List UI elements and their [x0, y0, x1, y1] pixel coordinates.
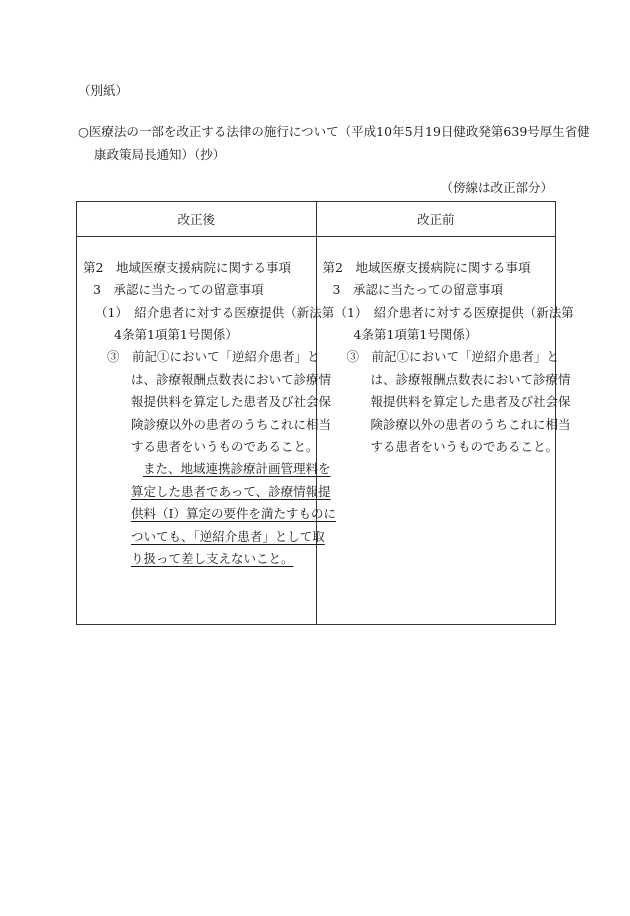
item-heading-line1: （1） 紹介患者に対する医療提供（新法第	[95, 305, 335, 320]
section-heading: 第2 地域医療支援病院に関する事項	[322, 260, 531, 275]
amended-line2: 算定した患者であって、診療情報提	[131, 484, 331, 499]
header-after-revision: 改正後	[77, 202, 317, 237]
paragraph-line1: ③ 前記①において「逆紹介患者」と	[107, 349, 320, 364]
item-heading-line2: 4条第1項第1号関係）	[114, 327, 238, 342]
amended-line1: また、地域連携診療計画管理料を	[143, 461, 331, 476]
paragraph-line2: は、診療報酬点数表において診療情	[370, 372, 571, 387]
paragraph-line4: 険診療以外の患者のうちこれに相当	[131, 417, 332, 432]
amended-line4: ついても、「逆紹介患者」として取	[131, 529, 325, 544]
notice-title-line1: ○医療法の一部を改正する法律の施行について（平成10年5月19日健政発第639号厚生省健	[78, 124, 590, 139]
cell-before-revision	[316, 237, 574, 625]
paragraph-line3: 報提供料を算定した患者及び社会保	[370, 394, 571, 409]
paragraph-line4: 険診療以外の患者のうちこれに相当	[370, 417, 571, 432]
paragraph-line3: 報提供料を算定した患者及び社会保	[131, 394, 332, 409]
section-heading: 第2 地域医療支援病院に関する事項	[83, 260, 291, 275]
attachment-label: （別紙）	[78, 83, 129, 98]
paragraph-line5: する患者をいうものであること。	[131, 439, 319, 454]
header-before-revision: 改正前	[316, 202, 556, 237]
amended-line3: 供料（Ⅰ）算定の要件を満たすものに	[131, 506, 336, 521]
cell-after-revision	[77, 237, 336, 625]
paragraph-line2: は、診療報酬点数表において診療情	[131, 372, 332, 387]
subsection-heading: 3 承認に当たっての留意事項	[332, 282, 503, 297]
paragraph-line1: ③ 前記①において「逆紹介患者」と	[346, 349, 560, 364]
subsection-heading: 3 承認に当たっての留意事項	[93, 282, 264, 297]
underline-note: （傍線は改正部分）	[440, 180, 553, 195]
amended-line5: り扱って差し支えないこと。	[131, 551, 294, 566]
item-heading-line2: 4条第1項第1号関係）	[353, 327, 478, 342]
comparison-table	[76, 201, 574, 625]
notice-title-line2: 康政策局長通知）（抄）	[94, 147, 226, 162]
paragraph-line5: する患者をいうものであること。	[370, 439, 559, 454]
item-heading-line1: （1） 紹介患者に対する医療提供（新法第	[334, 305, 574, 320]
